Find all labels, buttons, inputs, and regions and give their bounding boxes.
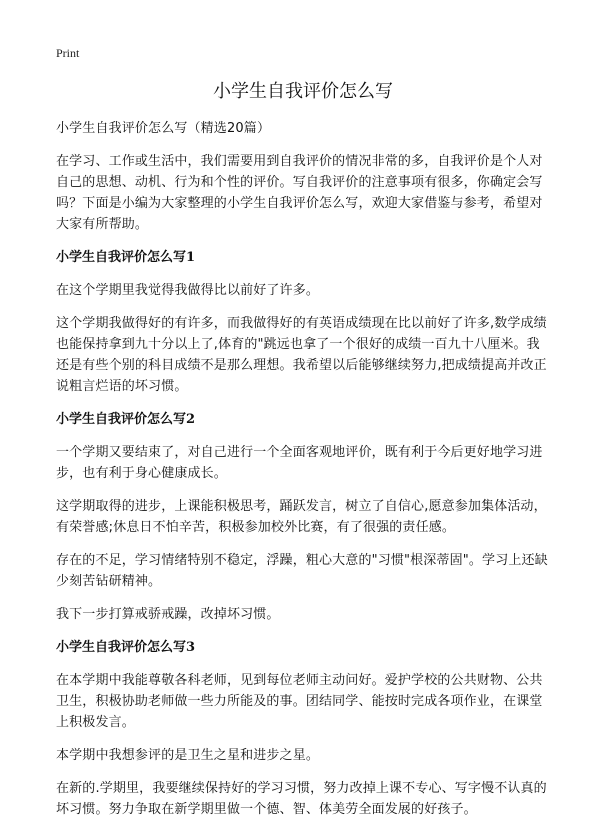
section-paragraph: 在这个学期里我觉得我做得比以前好了许多。 [56, 283, 320, 298]
document-subtitle: 小学生自我评价怎么写（精选20篇） [56, 121, 271, 136]
section-paragraph: 存在的不足，学习情绪特别不稳定，浮躁，粗心大意的"习惯"根深蒂固"。学习上还缺少刻苦钻研精神。 [56, 553, 548, 589]
section-paragraph: 我下一步打算戒骄戒躁，改掉坏习惯。 [56, 607, 280, 622]
section-heading: 小学生自我评价怎么写3 [56, 640, 196, 655]
section-paragraph: 这个学期我做得好的有许多，而我做得好的有英语成绩现在比以前好了许多,数学成绩也能保持拿到九十分以上了,体育的"跳远也拿了一个很好的成绩一百九十八厘米。我还是有些个别的科目成绩不是那么理想。我希望以后能够继续努力,把成绩提高并改正说粗言烂语的坏习惯。 [56, 316, 547, 394]
intro-paragraph: 在学习、工作或生活中，我们需要用到自我评价的情况非常的多，自我评价是个人对自己的思想、动机、行为和个性的评价。写自我评价的注意事项有很多，你确定会写吗？下面是小编为大家整理的小学生自我评价怎么写，欢迎大家借鉴与参考，希望对大家有所帮助。 [56, 154, 543, 232]
section-paragraph: 一个学期又要结束了，对自己进行一个全面客观地评价，既有利于今后更好地学习进步，也有利于身心健康成长。 [56, 445, 543, 481]
document-body [56, 118, 550, 832]
section-paragraph: 这学期取得的进步，上课能积极思考，踊跃发言，树立了自信心,愿意参加集体活动，有荣誉感;休息日不怕辛苦，积极参加校外比赛，有了很强的责任感。 [56, 499, 547, 535]
section-paragraph: 在新的.学期里，我要继续保持好的学习习惯，努力改掉上课不专心、写字慢不认真的坏习惯。努力争取在新学期里做一个德、智、体美劳全面发展的好孩子。 [56, 781, 547, 817]
print-link[interactable]: Print [56, 46, 80, 60]
section-heading: 小学生自我评价怎么写2 [56, 412, 196, 427]
page-title: 小学生自我评价怎么写 [213, 81, 393, 102]
section-paragraph: 本学期中我想参评的是卫生之星和进步之星。 [56, 748, 320, 763]
section-paragraph: 在本学期中我能尊敬各科老师，见到每位老师主动问好。爱护学校的公共财物、公共卫生，积极协助老师做一些力所能及的事。团结同学、能按时完成各项作业，在课堂上积极发言。 [56, 673, 543, 730]
section-heading: 小学生自我评价怎么写1 [56, 250, 196, 265]
